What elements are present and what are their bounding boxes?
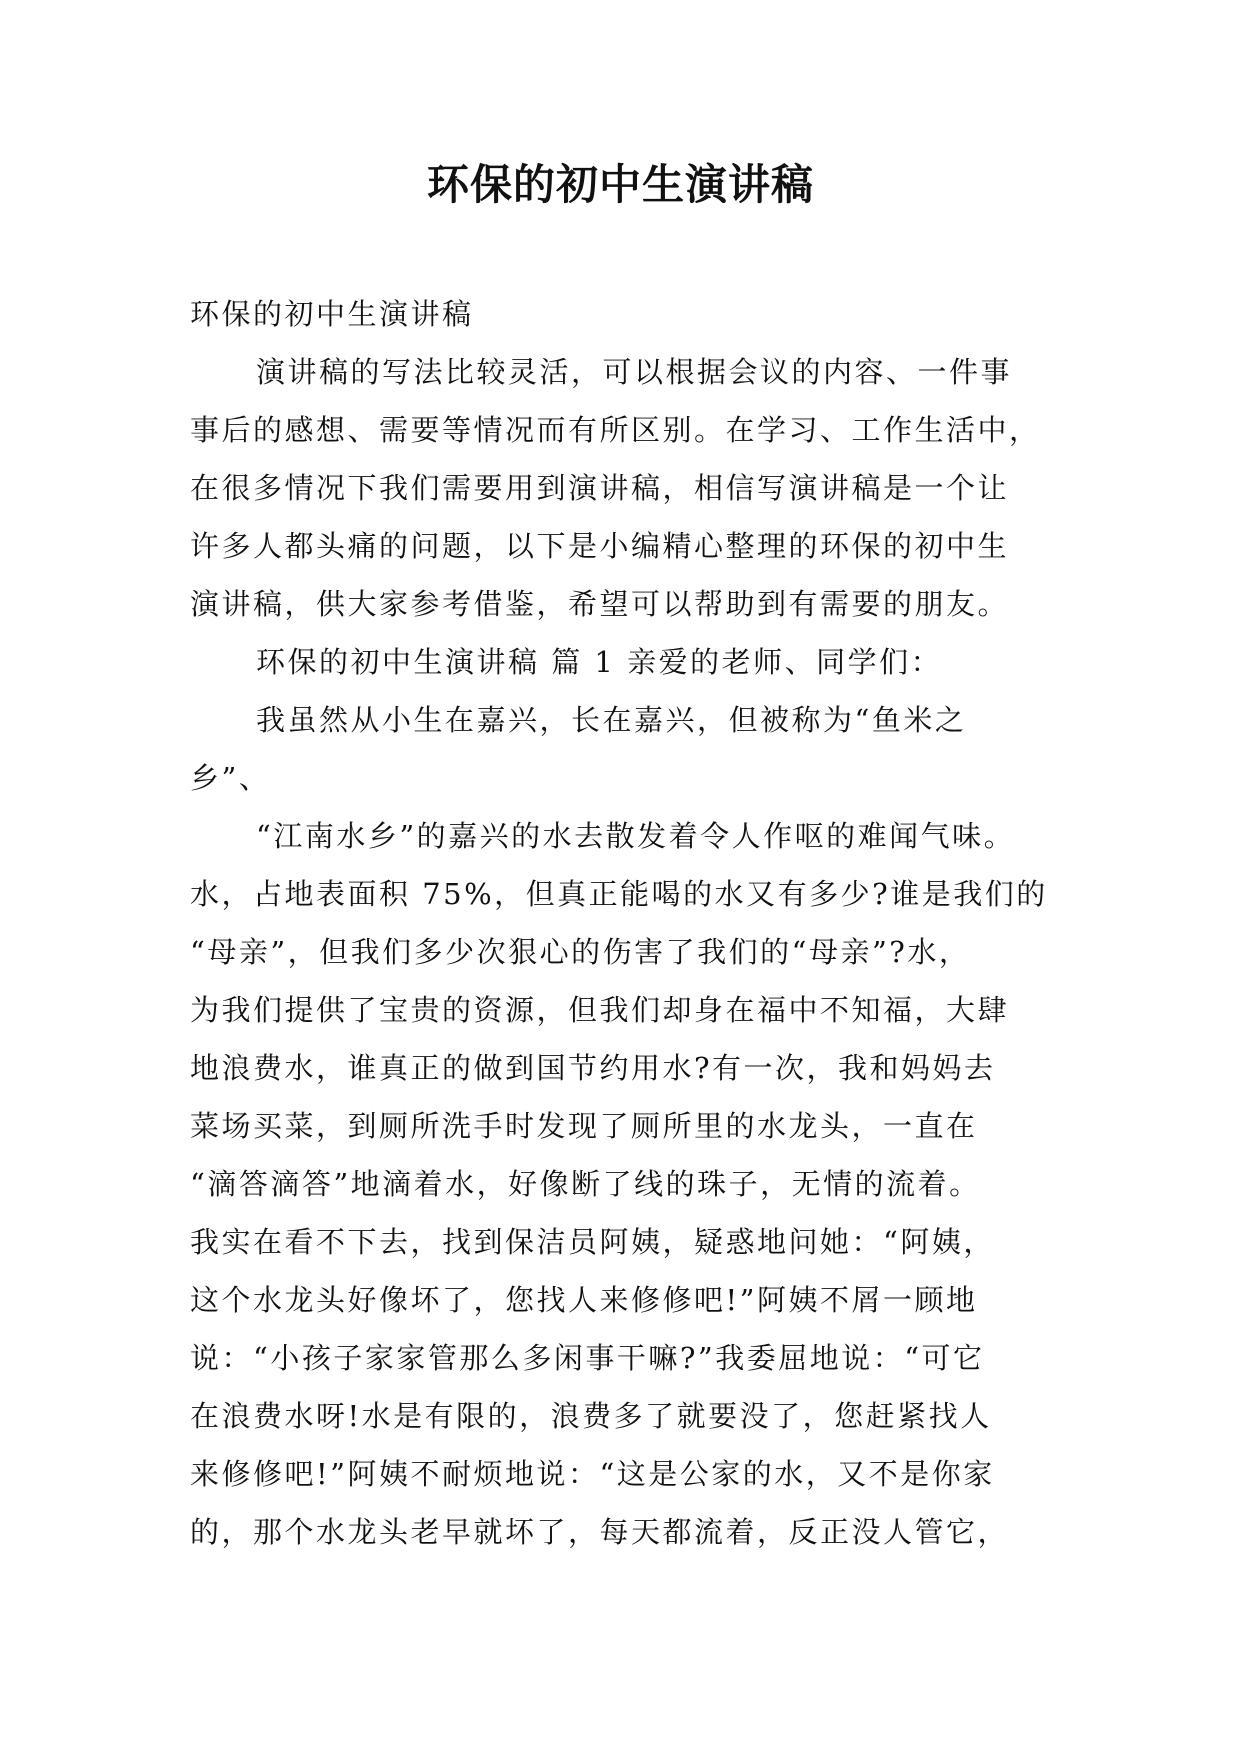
text-line: “母亲”，但我们多少次狠心的伤害了我们的“母亲”?水， (190, 935, 971, 969)
text-line: 这个水龙头好像坏了，您找人来修修吧!”阿姨不屑一顾地 (190, 1283, 978, 1317)
text-line: 乡”、 (190, 761, 271, 795)
text-line: 我实在看不下去，找到保洁员阿姨，疑惑地问她：“阿姨， (190, 1225, 995, 1259)
text-line: “江南水乡”的嘉兴的水去散发着令人作呕的难闻气味。 (256, 819, 1016, 853)
text-line: 许多人都头痛的问题，以下是小编精心整理的环保的初中生 (190, 529, 1010, 563)
page-title: 环保的初中生演讲稿 (426, 160, 814, 209)
text-line: 菜场买菜，到厕所洗手时发现了厕所里的水龙头，一直在 (190, 1109, 978, 1143)
text-line: 演讲稿，供大家参考借鉴，希望可以帮助到有需要的朋友。 (190, 587, 1010, 621)
text-line: 环保的初中生演讲稿 篇 1 亲爱的老师、同学们： (256, 645, 943, 679)
text-line: 我虽然从小生在嘉兴，长在嘉兴，但被称为“鱼米之 (256, 703, 967, 737)
text-line: 为我们提供了宝贵的资源，但我们却身在福中不知福，大肆 (190, 993, 1010, 1027)
text-line: 在浪费水呀!水是有限的，浪费多了就要没了，您赶紧找人 (190, 1399, 992, 1433)
text-line: 事后的感想、需要等情况而有所区别。在学习、工作生活中， (190, 413, 1041, 447)
text-line: 说：“小孩子家家管那么多闲事干嘛?”我委屈地说：“可它 (190, 1341, 985, 1375)
text-line: 水，占地表面积 75%，但真正能喝的水又有多少?谁是我们的 (190, 877, 1048, 911)
text-line: 地浪费水，谁真正的做到国节约用水?有一次，我和妈妈去 (190, 1051, 996, 1085)
document-body (190, 285, 1060, 1561)
text-line: 的，那个水龙头老早就坏了，每天都流着，反正没人管它， (190, 1515, 1010, 1549)
text-line: 演讲稿的写法比较灵活，可以根据会议的内容、一件事 (256, 355, 1013, 389)
text-line: 来修修吧!”阿姨不耐烦地说：“这是公家的水，又不是你家 (190, 1457, 995, 1491)
text-line: 在很多情况下我们需要用到演讲稿，相信写演讲稿是一个让 (190, 471, 1010, 505)
text-line: “滴答滴答”地滴着水，好像断了线的珠子，无情的流着。 (190, 1167, 981, 1201)
text-line: 环保的初中生演讲稿 (190, 297, 474, 331)
